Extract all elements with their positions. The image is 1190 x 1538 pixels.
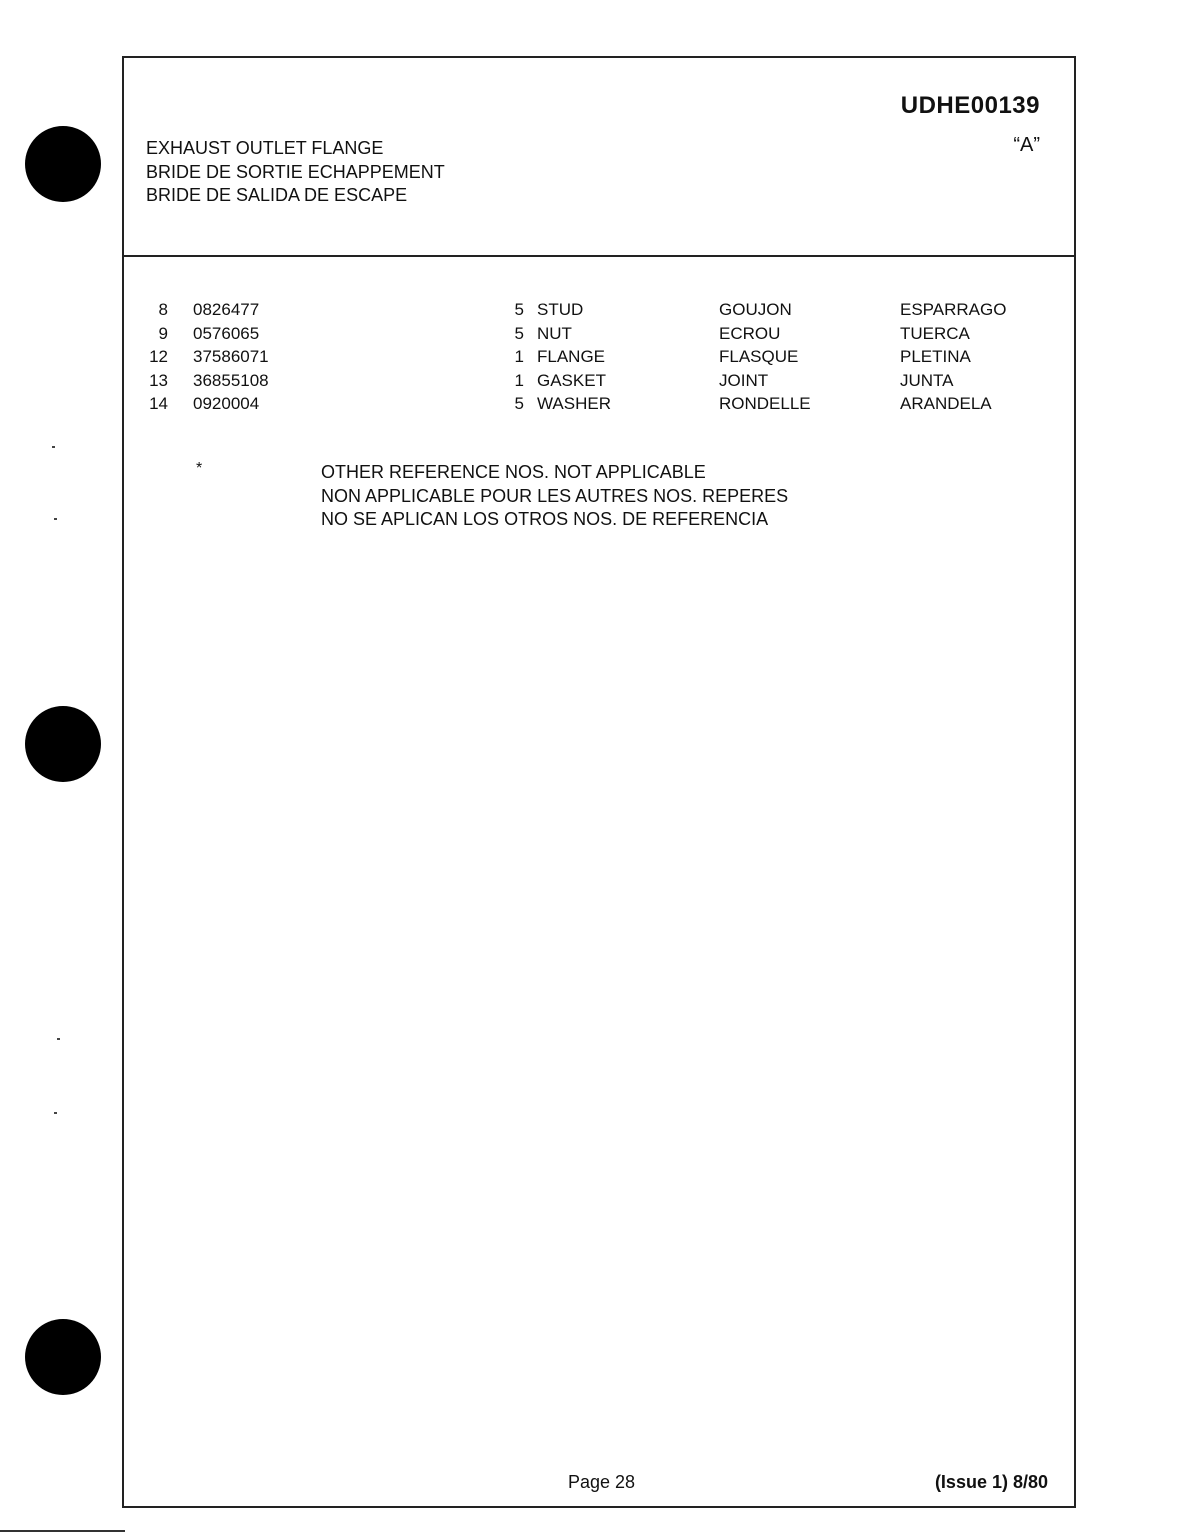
- variant-label: “A”: [1013, 134, 1040, 156]
- description-french: JOINT: [719, 370, 769, 390]
- ref-number: 14: [149, 394, 168, 413]
- part-number: 37586071: [193, 347, 269, 366]
- ref-number: 8: [158, 300, 168, 319]
- description-spanish: TUERCA: [900, 323, 970, 343]
- parts-row: [124, 394, 1074, 418]
- title-english: EXHAUST OUTLET FLANGE: [146, 138, 384, 158]
- description-french: RONDELLE: [719, 394, 811, 413]
- description-english: FLANGE: [537, 347, 606, 366]
- ref-number: 12: [149, 347, 168, 366]
- title-french: BRIDE DE SORTIE ECHAPPEMENT: [146, 161, 445, 182]
- parts-row: [124, 300, 1074, 324]
- part-number: 0576065: [193, 323, 260, 343]
- description-spanish: ARANDELA: [900, 394, 992, 413]
- punch-hole-top: [25, 126, 101, 202]
- parts-list: [124, 300, 1074, 418]
- quantity: 1: [514, 347, 524, 366]
- description-spanish: JUNTA: [900, 370, 954, 390]
- header-divider: [124, 255, 1074, 257]
- parts-row: [124, 324, 1074, 348]
- description-english: NUT: [537, 323, 572, 343]
- parts-row: [124, 347, 1074, 371]
- description-spanish: PLETINA: [900, 347, 971, 366]
- document-frame: [122, 56, 1076, 1508]
- ref-number: 13: [149, 370, 168, 390]
- note-marker: *: [196, 460, 203, 477]
- note-spanish: NO SE APLICAN LOS OTROS NOS. DE REFERENCIA: [321, 509, 769, 529]
- description-french: FLASQUE: [719, 347, 799, 366]
- note-english: OTHER REFERENCE NOS. NOT APPLICABLE: [321, 462, 706, 482]
- quantity: 5: [514, 323, 524, 343]
- note-french: NON APPLICABLE POUR LES AUTRES NOS. REPERES: [321, 485, 789, 506]
- document-code: UDHE00139: [900, 92, 1040, 119]
- description-english: GASKET: [537, 370, 606, 390]
- description-english: WASHER: [537, 394, 611, 413]
- ref-number: 9: [158, 323, 168, 343]
- issue-date: (Issue 1) 8/80: [934, 1472, 1048, 1492]
- page-number: Page 28: [568, 1472, 636, 1492]
- part-number: 36855108: [193, 370, 269, 390]
- bottom-edge-rule: [0, 1530, 125, 1532]
- part-number: 0920004: [193, 394, 260, 413]
- description-french: GOUJON: [719, 300, 792, 319]
- part-number: 0826477: [193, 300, 260, 319]
- punch-hole-bottom: [25, 1319, 101, 1395]
- parts-row: [124, 371, 1074, 395]
- document-titles: [146, 137, 445, 208]
- description-spanish: ESPARRAGO: [900, 300, 1007, 319]
- description-english: STUD: [537, 300, 584, 319]
- quantity: 1: [514, 370, 524, 390]
- punch-hole-middle: [25, 706, 101, 782]
- quantity: 5: [514, 394, 524, 413]
- quantity: 5: [514, 300, 524, 319]
- description-french: ECROU: [719, 323, 781, 343]
- title-spanish: BRIDE DE SALIDA DE ESCAPE: [146, 185, 408, 205]
- note-block: [321, 461, 788, 532]
